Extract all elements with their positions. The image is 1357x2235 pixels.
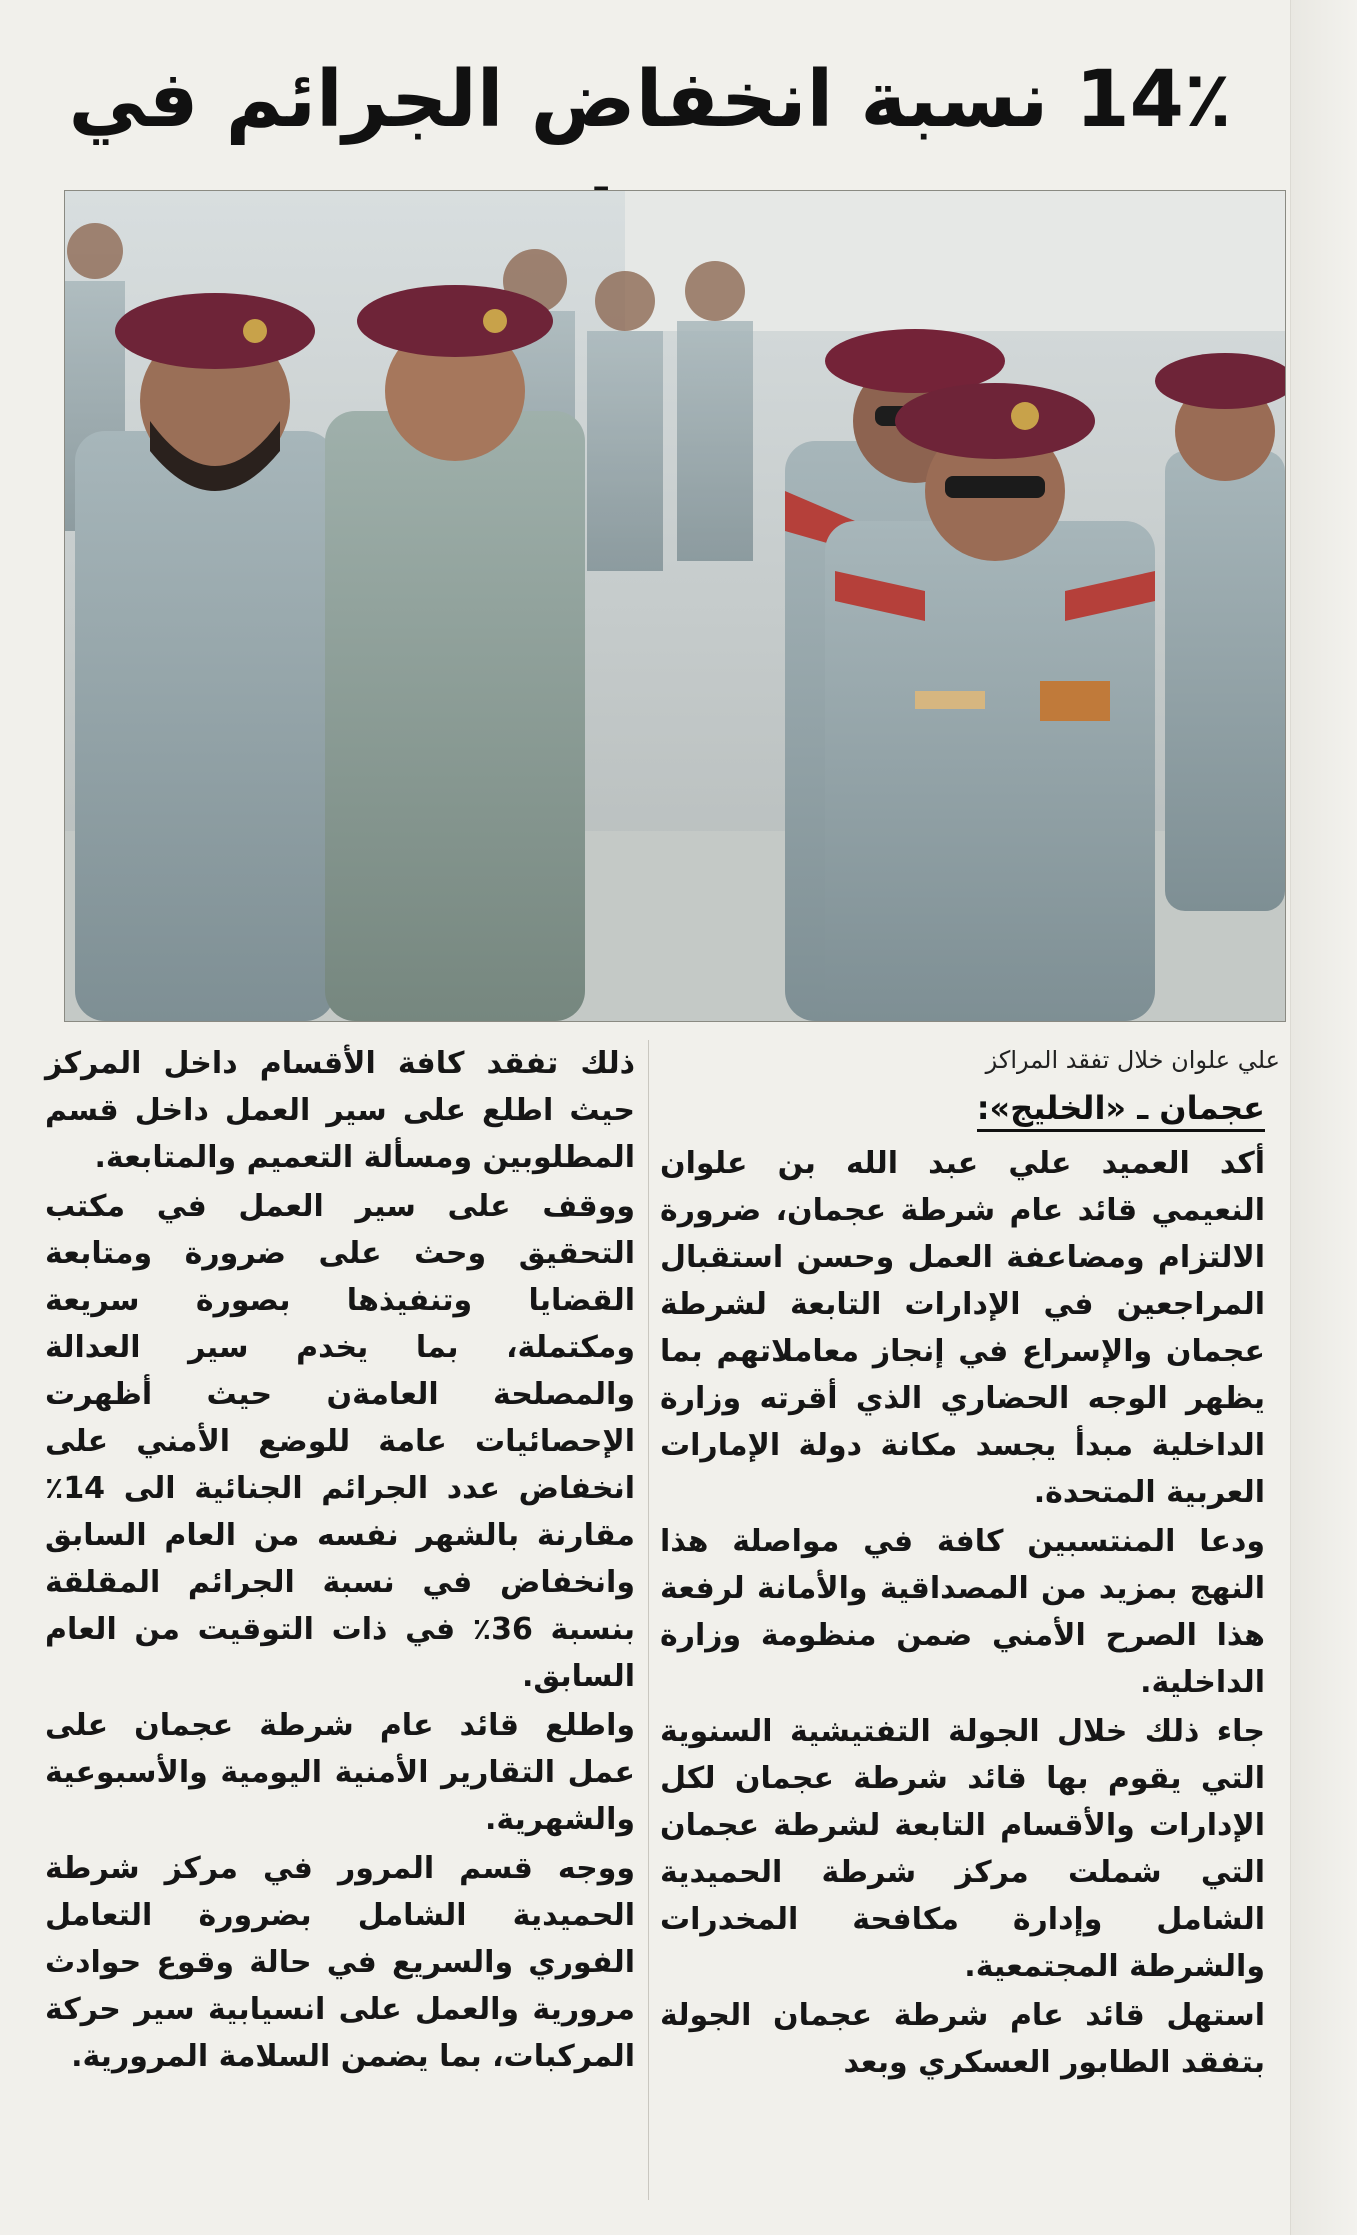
- paragraph: أكد العميد علي عبد الله بن علوان النعيمي قائد عام شرطة عجمان، ضرورة الالتزام ومضاعفة العمل وحسن استقبال المراجعين في الإدارات التابعة لشرطة عجمان والإسراع في إنجاز معاملاتهم بما يظهر الوجه الحضاري الذي أقرته وزارة الداخلية مبدأ يجسد مكانة دولة الإمارات العربية المتحدة.: [660, 1146, 1265, 1510]
- paragraph: ذلك تفقد كافة الأقسام داخل المركز حيث اطلع على سير العمل داخل قسم المطلوبين ومسألة التعميم والمتابعة.: [45, 1046, 635, 1175]
- article-column-left: [45, 1040, 635, 2082]
- paragraph: ووجه قسم المرور في مركز شرطة الحميدية الشامل بضرورة التعامل الفوري والسريع في حالة وقوع حوادث مرورية والعمل على انسيابية سير حركة المركبات، بما يضمن السلامة المرورية.: [45, 1851, 635, 2074]
- adjacent-page-edge: [1290, 0, 1357, 2235]
- column-divider: [648, 1040, 649, 2200]
- article-photo: [64, 190, 1286, 1022]
- paragraph: ووقف على سير العمل في مكتب التحقيق وحث على ضرورة ومتابعة القضايا وتنفيذها بصورة سريعة ومكتملة، بما يخدم سير العدالة والمصلحة العامةن حيث أظهرت الإحصائيات عامة للوضع الأمني على انخفاض عدد الجرائم الجنائية الى 14٪ مقارنة بالشهر نفسه من العام السابق وانخفاض في نسبة الجرائم المقلقة بنسبة 36٪ في ذات التوقيت من العام السابق.: [45, 1189, 635, 1694]
- police-inspection-photo: [65, 191, 1285, 1021]
- paragraph: استهل قائد عام شرطة عجمان الجولة بتفقد الطابور العسكري وبعد: [660, 1998, 1265, 2080]
- dateline-text: عجمان ـ «الخليج»:: [977, 1089, 1265, 1132]
- paragraph: ودعا المنتسبين كافة في مواصلة هذا النهج بمزيد من المصداقية والأمانة لرفعة هذا الصرح الأمني ضمن منظومة وزارة الداخلية.: [660, 1524, 1265, 1700]
- paragraph: واطلع قائد عام شرطة عجمان على عمل التقارير الأمنية اليومية والأسبوعية والشهرية.: [45, 1708, 635, 1837]
- article-headline: 14٪ نسبة انخفاض الجرائم في: [68, 55, 1232, 145]
- article-dateline: [860, 1080, 1265, 1136]
- article-column-right: [660, 1140, 1265, 2088]
- photo-caption: علي علوان خلال تفقد المراكز: [985, 1046, 1280, 1074]
- paragraph: جاء ذلك خلال الجولة التفتيشية السنوية التي يقوم بها قائد شرطة عجمان لكل الإدارات والأقسام التابعة لشرطة عجمان التي شملت مركز شرطة الحميدية الشامل وإدارة مكافحة المخدرات والشرطة المجتمعية.: [660, 1714, 1265, 1984]
